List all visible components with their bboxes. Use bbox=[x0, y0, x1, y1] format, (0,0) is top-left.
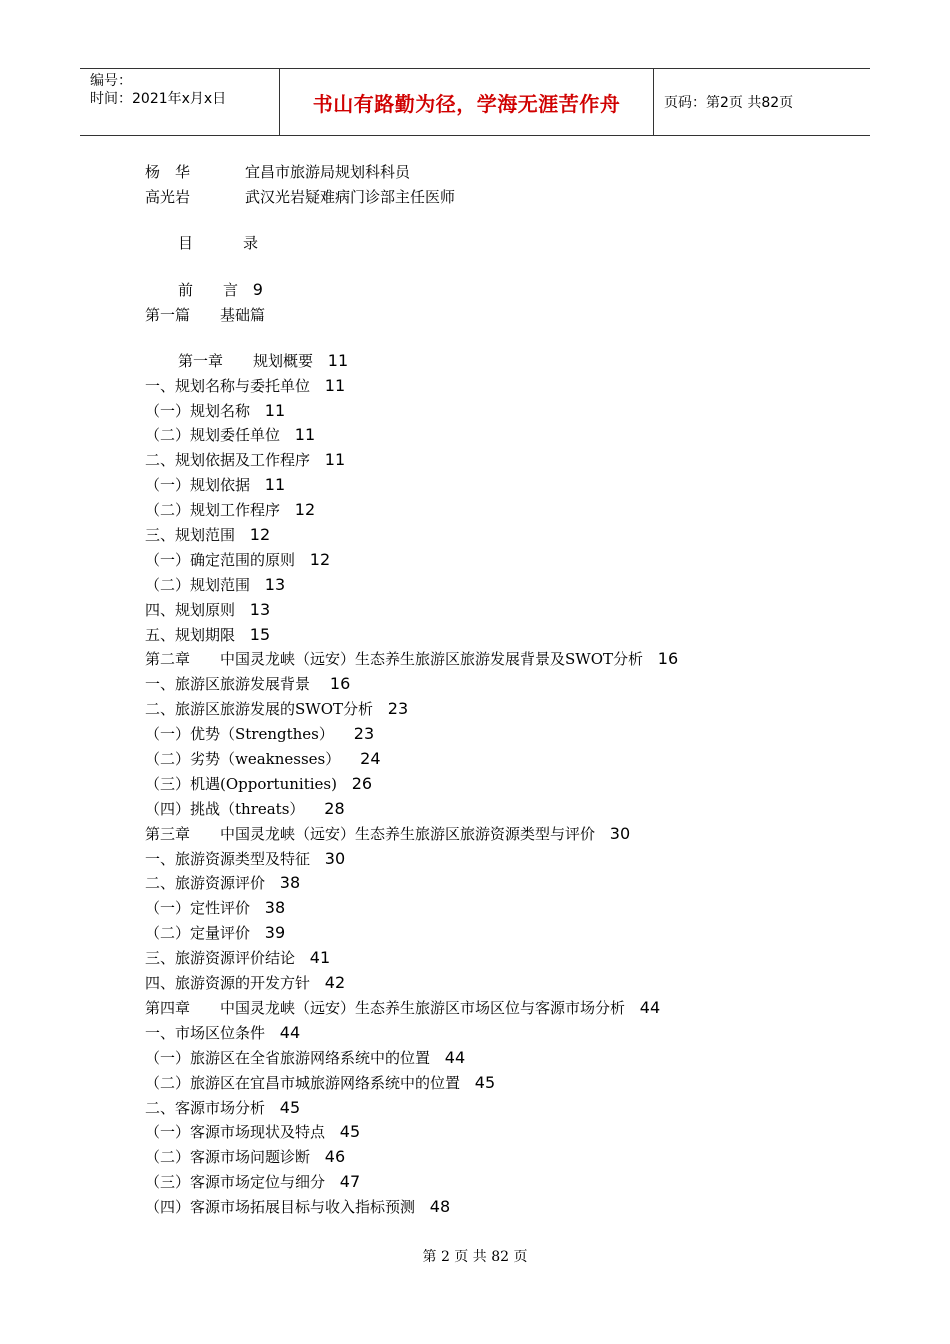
toc-entry-text: （一）客源市场现状及特点 bbox=[145, 1123, 326, 1142]
toc-entry-text: 一、规划名称与委托单位 bbox=[145, 376, 311, 395]
toc-entry-page: 45 bbox=[474, 1072, 496, 1092]
staff-name: 杨 华 bbox=[145, 163, 191, 181]
page-header bbox=[80, 68, 870, 136]
toc-entry-page: 30 bbox=[324, 848, 346, 868]
page-info: 页码：第2页 共82页 bbox=[664, 95, 794, 111]
toc-entry-page: 46 bbox=[324, 1147, 346, 1167]
toc-entry-text: 第四章 中国灵龙峡（远安）生态养生旅游区市场区位与客源市场分析 bbox=[145, 998, 626, 1017]
toc-entry-text: （四）客源市场拓展目标与收入指标预测 bbox=[145, 1198, 416, 1217]
toc-entry[interactable] bbox=[145, 722, 678, 747]
toc-entry[interactable] bbox=[145, 896, 678, 921]
toc-entry-text: （一）规划名称 bbox=[145, 401, 251, 420]
toc-entry[interactable] bbox=[145, 278, 678, 303]
toc-entry[interactable] bbox=[145, 921, 678, 946]
toc-entry-page: 11 bbox=[324, 375, 346, 395]
staff-row bbox=[145, 160, 455, 185]
toc-entry[interactable] bbox=[145, 647, 678, 672]
header-meta bbox=[80, 69, 280, 135]
toc-entry-page: 45 bbox=[279, 1097, 301, 1117]
toc-entry[interactable] bbox=[145, 448, 678, 473]
toc-entry-page: 24 bbox=[355, 749, 381, 769]
toc-entry-page: 12 bbox=[294, 500, 316, 520]
toc-entry-page: 44 bbox=[639, 997, 661, 1017]
toc-entry-text: 三、规划范围 bbox=[145, 526, 236, 545]
toc-entry-page: 13 bbox=[249, 599, 271, 619]
toc-entry-page: 11 bbox=[264, 475, 286, 495]
toc-entry-text: 二、客源市场分析 bbox=[145, 1098, 266, 1117]
toc-entry-page: 42 bbox=[324, 973, 346, 993]
toc-entry-page: 15 bbox=[249, 624, 271, 644]
toc-entry[interactable] bbox=[145, 498, 678, 523]
toc-entry-page: 12 bbox=[309, 549, 331, 569]
toc-entry[interactable] bbox=[145, 523, 678, 548]
toc-title bbox=[178, 232, 258, 253]
toc-entry[interactable] bbox=[145, 971, 678, 996]
toc-entry-text: 一、市场区位条件 bbox=[145, 1023, 266, 1042]
toc-entry-text: （二）规划范围 bbox=[145, 575, 251, 594]
toc-entry[interactable] bbox=[145, 374, 678, 399]
toc-entry-page: 16 bbox=[324, 674, 351, 694]
toc-entry[interactable] bbox=[145, 1195, 678, 1220]
toc-entry-page: 11 bbox=[264, 400, 286, 420]
toc-entry[interactable] bbox=[145, 797, 678, 822]
toc-entry-text: 一、旅游资源类型及特征 bbox=[145, 849, 311, 868]
toc-entry[interactable] bbox=[145, 822, 678, 847]
toc-entry-text: （一）优势（Strengthes） bbox=[145, 725, 334, 744]
staff-row bbox=[145, 185, 455, 210]
motto: 书山有路勤为径，学海无涯苦作舟 bbox=[312, 91, 621, 116]
table-of-contents bbox=[145, 278, 678, 1220]
page-footer: 第 2 页 共 82 页 bbox=[422, 1249, 528, 1265]
toc-entry-page: 30 bbox=[609, 823, 631, 843]
toc-entry[interactable] bbox=[145, 1170, 678, 1195]
toc-entry-text: （一）确定范围的原则 bbox=[145, 550, 296, 569]
toc-entry[interactable] bbox=[145, 423, 678, 448]
toc-entry-text: （三）客源市场定位与细分 bbox=[145, 1173, 326, 1192]
toc-entry-text: 二、旅游区旅游发展的SWOT分析 bbox=[145, 700, 373, 719]
toc-entry-page: 48 bbox=[429, 1197, 451, 1217]
toc-entry[interactable] bbox=[145, 996, 678, 1021]
toc-entry-text: 第三章 中国灵龙峡（远安）生态养生旅游区旅游资源类型与评价 bbox=[145, 824, 596, 843]
toc-entry-text: 二、规划依据及工作程序 bbox=[145, 451, 311, 470]
toc-entry-page: 45 bbox=[339, 1122, 361, 1142]
toc-entry-page: 11 bbox=[324, 450, 346, 470]
toc-entry[interactable] bbox=[145, 623, 678, 648]
toc-entry-page: 38 bbox=[264, 898, 286, 918]
toc-entry-text: （一）旅游区在全省旅游网络系统中的位置 bbox=[145, 1048, 431, 1067]
toc-entry-page: 11 bbox=[327, 350, 349, 370]
toc-entry-text: 一、旅游区旅游发展背景 bbox=[145, 675, 311, 694]
toc-entry[interactable] bbox=[145, 1145, 678, 1170]
toc-entry[interactable] bbox=[145, 772, 678, 797]
toc-entry-page: 23 bbox=[387, 699, 409, 719]
time-label: 时间：2021年x月x日 bbox=[90, 91, 227, 107]
toc-entry-page: 44 bbox=[279, 1022, 301, 1042]
toc-entry-text: （二）规划工作程序 bbox=[145, 501, 281, 520]
toc-entry[interactable] bbox=[145, 1071, 678, 1096]
toc-entry-text: （一）规划依据 bbox=[145, 476, 251, 495]
toc-entry[interactable] bbox=[145, 1046, 678, 1071]
toc-entry[interactable] bbox=[145, 1120, 678, 1145]
toc-entry[interactable] bbox=[145, 303, 678, 328]
toc-entry-text: 第二章 中国灵龙峡（远安）生态养生旅游区旅游发展背景及SWOT分析 bbox=[145, 650, 643, 669]
toc-entry[interactable] bbox=[145, 697, 678, 722]
toc-entry-page: 41 bbox=[309, 948, 331, 968]
toc-entry[interactable] bbox=[145, 399, 678, 424]
toc-title-left: 目 bbox=[178, 234, 194, 252]
toc-entry-text: （二）规划委任单位 bbox=[145, 426, 281, 445]
toc-entry-text: （二）劣势（weaknesses） bbox=[145, 750, 341, 769]
toc-entry[interactable] bbox=[145, 598, 678, 623]
toc-entry[interactable] bbox=[145, 573, 678, 598]
toc-entry-text: 前 言 bbox=[178, 281, 239, 299]
toc-entry-text: 二、旅游资源评价 bbox=[145, 874, 266, 893]
toc-entry-page: 28 bbox=[319, 798, 345, 818]
toc-entry-text: （三）机遇(Opportunities) bbox=[145, 774, 337, 793]
toc-entry[interactable] bbox=[145, 1021, 678, 1046]
toc-entry[interactable] bbox=[145, 871, 678, 896]
toc-entry[interactable] bbox=[145, 672, 678, 697]
toc-entry-page: 23 bbox=[348, 724, 375, 744]
toc-entry[interactable] bbox=[145, 747, 678, 772]
toc-entry-text: 四、规划原则 bbox=[145, 600, 236, 619]
toc-entry-page: 47 bbox=[339, 1172, 361, 1192]
toc-entry-page: 26 bbox=[351, 773, 373, 793]
toc-entry[interactable] bbox=[145, 946, 678, 971]
toc-entry[interactable] bbox=[145, 847, 678, 872]
toc-entry-page: 16 bbox=[657, 649, 679, 669]
toc-entry-page: 11 bbox=[294, 425, 316, 445]
toc-entry-page: 13 bbox=[264, 574, 286, 594]
toc-entry-page: 38 bbox=[279, 873, 301, 893]
number-label: 编号： bbox=[90, 73, 132, 89]
toc-entry[interactable] bbox=[145, 473, 678, 498]
toc-entry-page: 44 bbox=[444, 1047, 466, 1067]
toc-entry-page: 12 bbox=[249, 525, 271, 545]
toc-entry-text: 四、旅游资源的开发方针 bbox=[145, 974, 311, 993]
toc-entry-text: 五、规划期限 bbox=[145, 625, 236, 644]
toc-entry-text: 第一章 规划概要 bbox=[178, 351, 314, 370]
toc-title-right: 录 bbox=[243, 234, 259, 252]
staff-name: 高光岩 bbox=[145, 188, 191, 206]
toc-entry-text: （一）定性评价 bbox=[145, 899, 251, 918]
header-page-info-cell bbox=[654, 69, 870, 135]
staff-title: 宜昌市旅游局规划科科员 bbox=[245, 163, 411, 181]
toc-entry-page: 39 bbox=[264, 923, 286, 943]
toc-entry[interactable] bbox=[145, 548, 678, 573]
toc-entry-text: 三、旅游资源评价结论 bbox=[145, 949, 296, 968]
staff-title: 武汉光岩疑难病门诊部主任医师 bbox=[245, 188, 456, 206]
toc-entry[interactable] bbox=[145, 1096, 678, 1121]
toc-entry-text: （二）客源市场问题诊断 bbox=[145, 1148, 311, 1167]
toc-entry-page: 9 bbox=[252, 280, 263, 299]
toc-entry-text: （二）旅游区在宜昌市城旅游网络系统中的位置 bbox=[145, 1073, 461, 1092]
toc-entry-text: （四）挑战（threats） bbox=[145, 799, 305, 818]
header-motto-cell bbox=[280, 69, 654, 135]
staff-list bbox=[145, 160, 455, 210]
toc-entry[interactable] bbox=[145, 349, 678, 374]
toc-entry-text: 第一篇 基础篇 bbox=[145, 305, 266, 324]
toc-entry-text: （二）定量评价 bbox=[145, 924, 251, 943]
